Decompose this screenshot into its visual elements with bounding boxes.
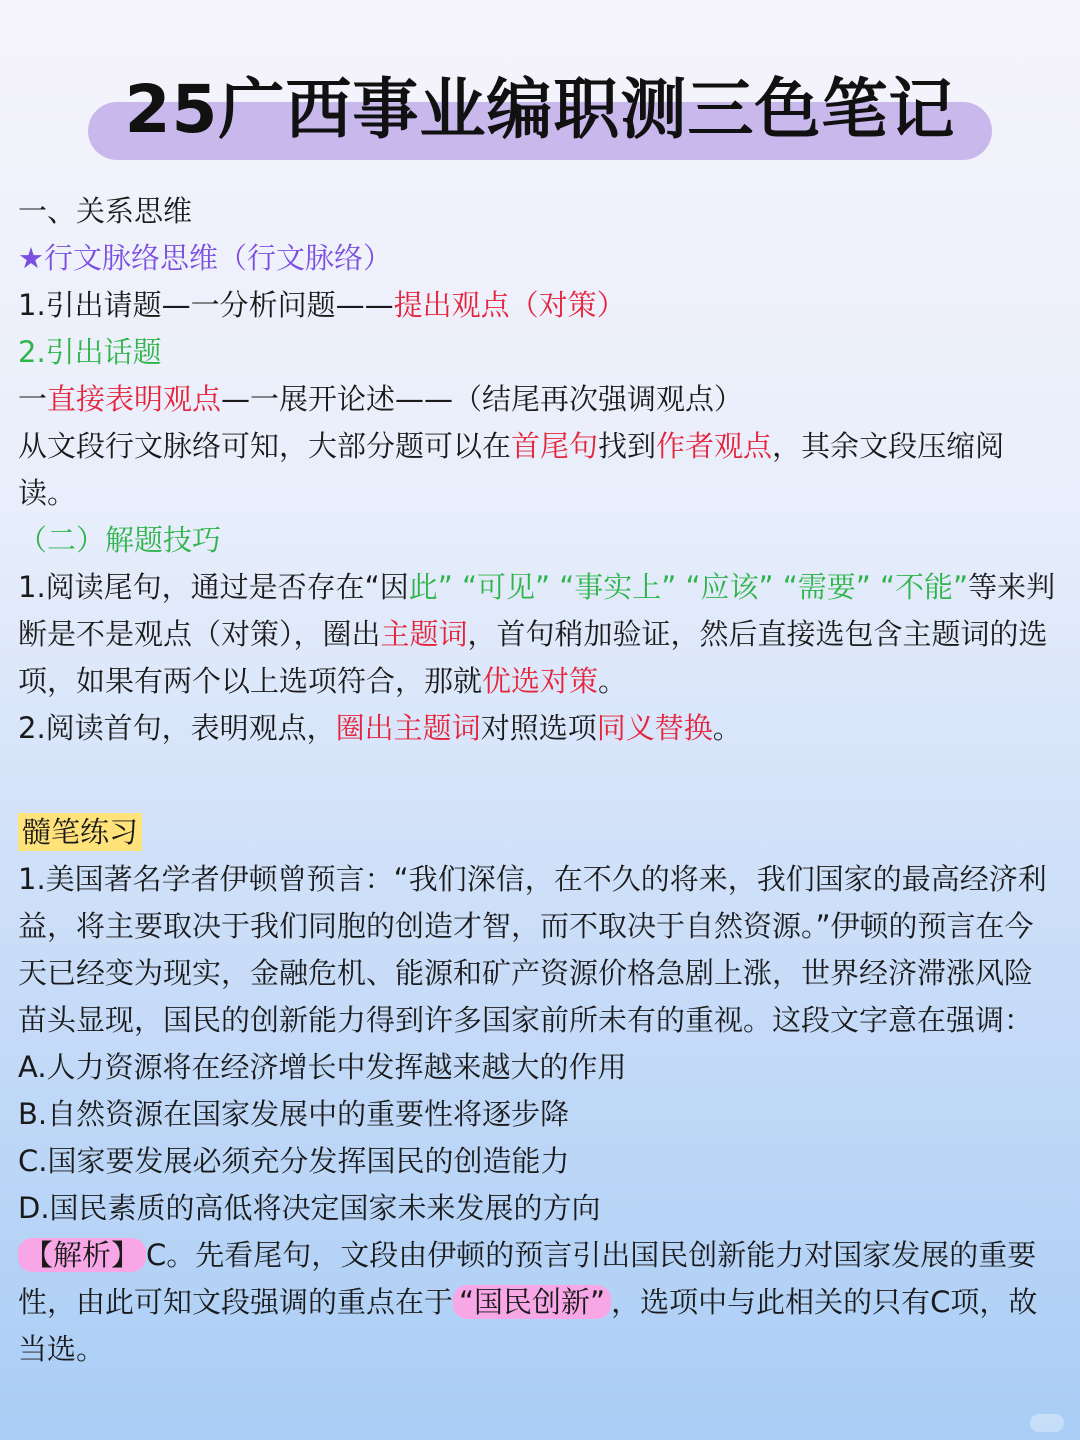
section2-p1-text-a: 1.阅读尾句，通过是否存在“因 — [18, 570, 409, 604]
practice-option-a: A.人力资源将在经济增长中发挥越来越大的作用 — [18, 1050, 627, 1084]
section2-p2-text-c: 。 — [712, 711, 742, 745]
section1-paragraph — [18, 423, 1058, 517]
section1-para-highlight-a: 首尾句 — [511, 429, 599, 463]
title-area — [0, 60, 1080, 170]
section2-p1-highlight-b: 优选对策 — [482, 664, 599, 698]
section1-item3 — [18, 376, 1058, 423]
practice-option-d: D.国民素质的高低将决定国家未来发展的方向 — [18, 1191, 601, 1225]
section1-item1-highlight: 提出观点（对策） — [393, 288, 626, 322]
section-gap — [18, 799, 1058, 809]
section2-p2-text-b: 对照选项 — [480, 711, 597, 745]
practice-analysis — [18, 1232, 1058, 1373]
practice-label: 髓笔练习 — [18, 813, 142, 851]
section1-para-text-c: ，其余文段压缩阅读。 — [18, 429, 1005, 510]
section2-p2-highlight-b: 同义替换 — [596, 711, 713, 745]
section2-p1-keywords: “可见” “事实上” “应该” “需要” “不能” — [452, 570, 969, 604]
section2-point1 — [18, 564, 1058, 705]
practice-option-b: B.自然资源在国家发展中的重要性将逐步降 — [18, 1097, 570, 1131]
section1-para-highlight-b: 作者观点 — [656, 429, 773, 463]
section1-para-text-a: 从文段行文脉络可知，大部分题可以在 — [18, 429, 512, 463]
section1-heading: 一、关系思维 — [18, 194, 193, 228]
section1-item3-text: —一展开论述——（结尾再次强调观点） — [221, 382, 744, 416]
practice-label-row — [18, 809, 1058, 856]
section2-p1-highlight-a: 主题词 — [380, 617, 468, 651]
analysis-text-b: ，选项中与此相关的只有C项，故当选。 — [18, 1285, 1038, 1366]
page-title: 25广西事业编职测三色笔记 — [124, 71, 956, 148]
section2-p2-highlight-a: 圈出主题词 — [335, 711, 481, 745]
section2-p1-keyword-a: 此” — [408, 570, 453, 604]
section2-p1-text-b: 等来判断是不是观点（对策），圈出 — [18, 570, 1056, 651]
watermark-badge — [1030, 1414, 1064, 1432]
analysis-text-a: C。先看尾句，文段由伊顿的预言引出国民创新能力对国家发展的重要性，由此可知文段强调的重点在于 — [18, 1238, 1037, 1319]
section2-p1-text-c: ，首句稍加验证，然后直接选包含主题词的选项，如果有两个以上选项符合，那就 — [18, 617, 1048, 698]
section1-para-text-b: 找到 — [598, 429, 657, 463]
section1-item3-highlight: 直接表明观点 — [47, 382, 222, 416]
section1-item1-text: 1.引出请题—一分析问题—— — [18, 288, 394, 322]
section2-heading: （二）解题技巧 — [18, 523, 222, 557]
section-spacer — [18, 752, 1058, 799]
analysis-keyword: “国民创新” — [453, 1285, 611, 1319]
section1-item1 — [18, 282, 1058, 329]
section2-p2-text-a: 2.阅读首句，表明观点， — [18, 711, 336, 745]
practice-question: 1.美国著名学者伊顿曾预言：“我们深信，在不久的将来，我们国家的最高经济利益，将主要取决于我们同胞的创造才智，而不取决于自然资源。”伊顿的预言在今天已经变为现实，金融危机、能源和矿产资源价格急剧上涨，世界经济滞涨风险苗头显现，国民的创新能力得到许多国家前所未有的重视。这段文字意在强调： — [18, 862, 1047, 1037]
section1-item2: 2.引出话题 — [18, 335, 162, 369]
section1-star-heading: ★行文脉络思维（行文脉络） — [18, 241, 392, 275]
practice-option-c: C.国家要发展必须充分发挥国民的创造能力 — [18, 1144, 570, 1178]
notes-content — [18, 188, 1058, 1373]
section1-item3-dash: 一 — [18, 382, 48, 416]
analysis-label: 【解析】 — [18, 1238, 146, 1272]
section2-point2 — [18, 705, 1058, 752]
section2-p1-text-d: 。 — [598, 664, 628, 698]
